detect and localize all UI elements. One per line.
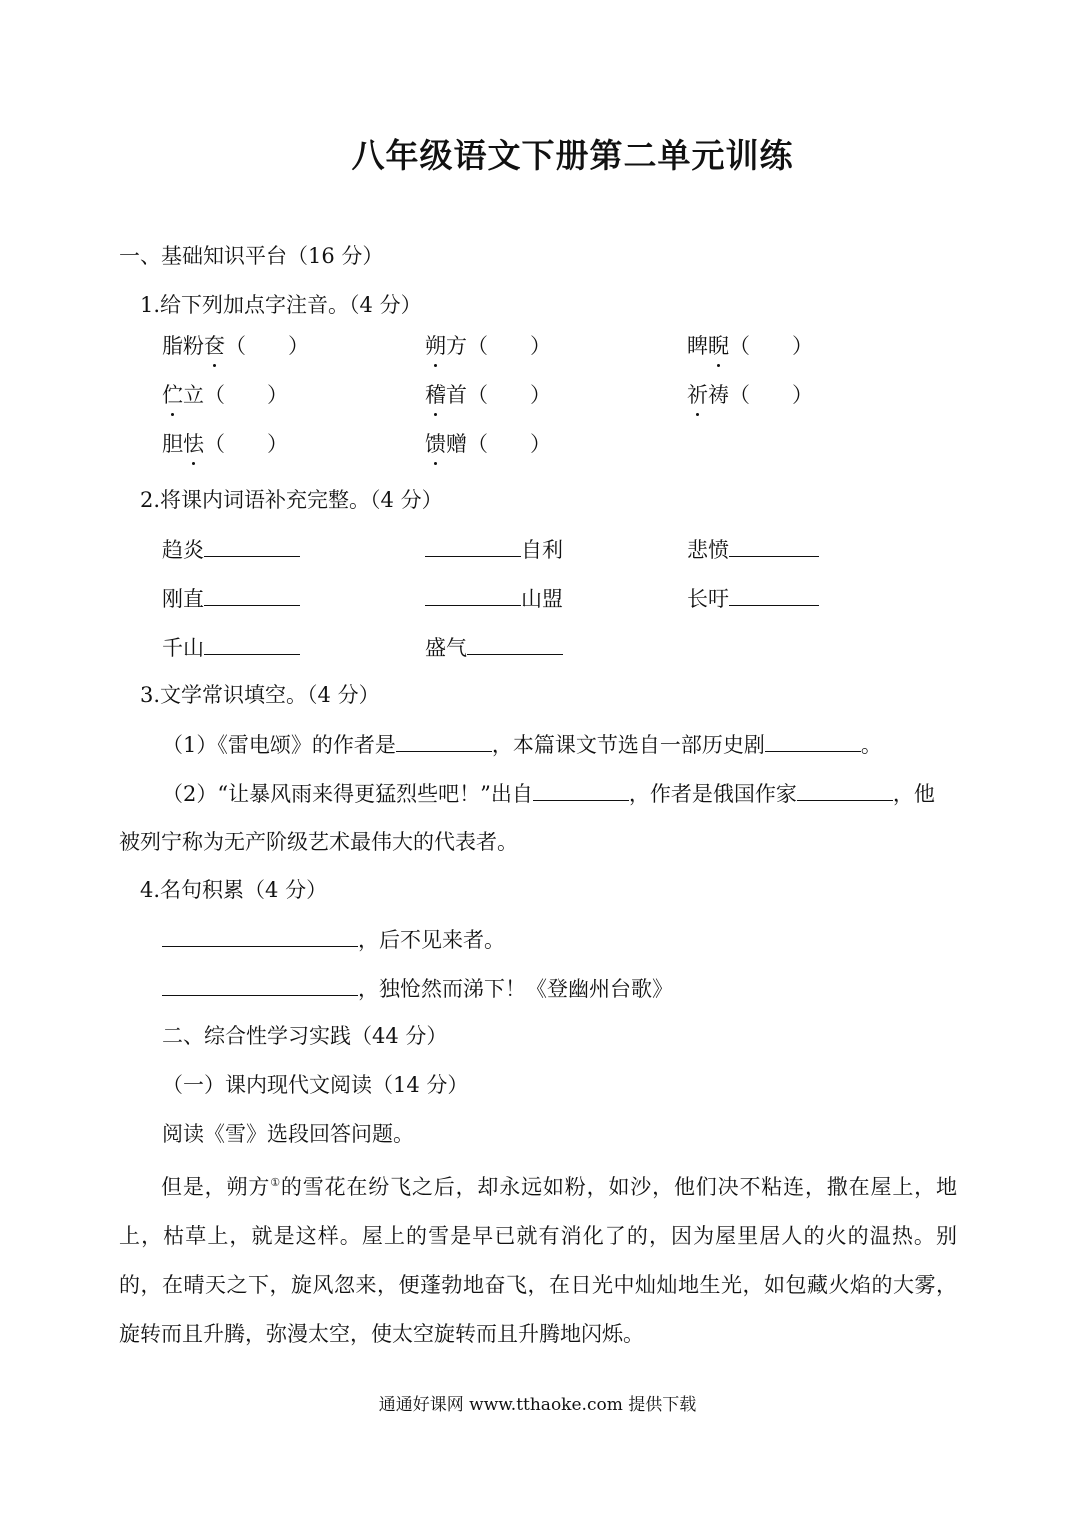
answer-blank[interactable] xyxy=(533,778,629,801)
answer-blank[interactable] xyxy=(204,632,300,655)
section1-heading: 一、基础知识平台（16 分） xyxy=(119,244,384,268)
answer-blank[interactable] xyxy=(204,534,300,557)
reading-intro: 阅读《雪》选段回答问题。 xyxy=(162,1122,414,1146)
q2-item-1: 趋炎 xyxy=(162,534,300,565)
answer-blank[interactable] xyxy=(396,729,492,752)
q3-line2: （2）“让暴风雨来得更猛烈些吧！”出自 ，作者是俄国作家 ，他 xyxy=(162,778,935,809)
answer-blank[interactable] xyxy=(425,534,521,557)
page-title: 八年级语文下册第二单元训练 xyxy=(351,136,794,175)
answer-blank[interactable] xyxy=(765,729,861,752)
q2-item-4: 刚直 xyxy=(162,583,300,614)
q2-item-5: 山盟 xyxy=(425,583,563,614)
q2-item-2: 自利 xyxy=(425,534,563,565)
section2-heading: 二、综合性学习实践（44 分） xyxy=(162,1024,448,1048)
q1-item-4: 伫立（ ） xyxy=(162,380,288,410)
q2-stem: 2.将课内词语补充完整。（4 分） xyxy=(140,488,443,512)
q1-item-2: 朔方（ ） xyxy=(425,331,551,361)
q3-line3: 被列宁称为无产阶级艺术最伟大的代表者。 xyxy=(119,830,518,854)
q1-item-7: 胆怯（ ） xyxy=(162,429,288,459)
answer-blank[interactable] xyxy=(162,924,358,947)
q1-stem: 1.给下列加点字注音。（4 分） xyxy=(140,293,422,317)
q4-line1: ，后不见来者。 xyxy=(162,924,505,955)
q1-item-8: 馈赠（ ） xyxy=(425,429,551,459)
answer-blank[interactable] xyxy=(797,778,893,801)
q4-line2: ，独怆然而涕下！《登幽州台歌》 xyxy=(162,973,673,1004)
reading-passage: 但是，朔方①的雪花在纷飞之后，却永远如粉，如沙，他们决不粘连，撒在屋上，地上，枯草上，就是这样。屋上的雪是早已就有消化了的，因为屋里居人的火的温热。别的，在晴天之下，旋风忽来，便蓬勃地奋飞，在日光中灿灿地生光，如包藏火焰的大雾，旋转而且升腾，弥漫太空，使太空旋转而且升腾地闪烁。 xyxy=(119,1175,957,1346)
q1-item-1: 脂粉奁（ ） xyxy=(162,331,309,361)
answer-blank[interactable] xyxy=(204,583,300,606)
answer-blank[interactable] xyxy=(425,583,521,606)
answer-blank[interactable] xyxy=(162,973,358,996)
q3-line1: （1）《雷电颂》的作者是 ，本篇课文节选自一部历史剧 。 xyxy=(162,729,882,760)
answer-blank[interactable] xyxy=(729,583,819,606)
answer-blank[interactable] xyxy=(729,534,819,557)
q2-item-6: 长吁 xyxy=(687,583,819,614)
q2-item-3: 悲愤 xyxy=(687,534,819,565)
q3-stem: 3.文学常识填空。（4 分） xyxy=(140,683,380,707)
q1-item-6: 祈祷（ ） xyxy=(687,380,813,410)
answer-blank[interactable] xyxy=(467,632,563,655)
section2-sub1: （一）课内现代文阅读（14 分） xyxy=(162,1073,469,1097)
q4-stem: 4.名句积累（4 分） xyxy=(140,878,328,902)
q1-item-3: 睥睨（ ） xyxy=(687,331,813,361)
q2-item-7: 千山 xyxy=(162,632,300,663)
footnote-marker: ① xyxy=(270,1176,281,1189)
footer: 通通好课网 www.tthaoke.com 提供下载 xyxy=(378,1395,697,1415)
q1-item-5: 稽首（ ） xyxy=(425,380,551,410)
q2-item-8: 盛气 xyxy=(425,632,563,663)
